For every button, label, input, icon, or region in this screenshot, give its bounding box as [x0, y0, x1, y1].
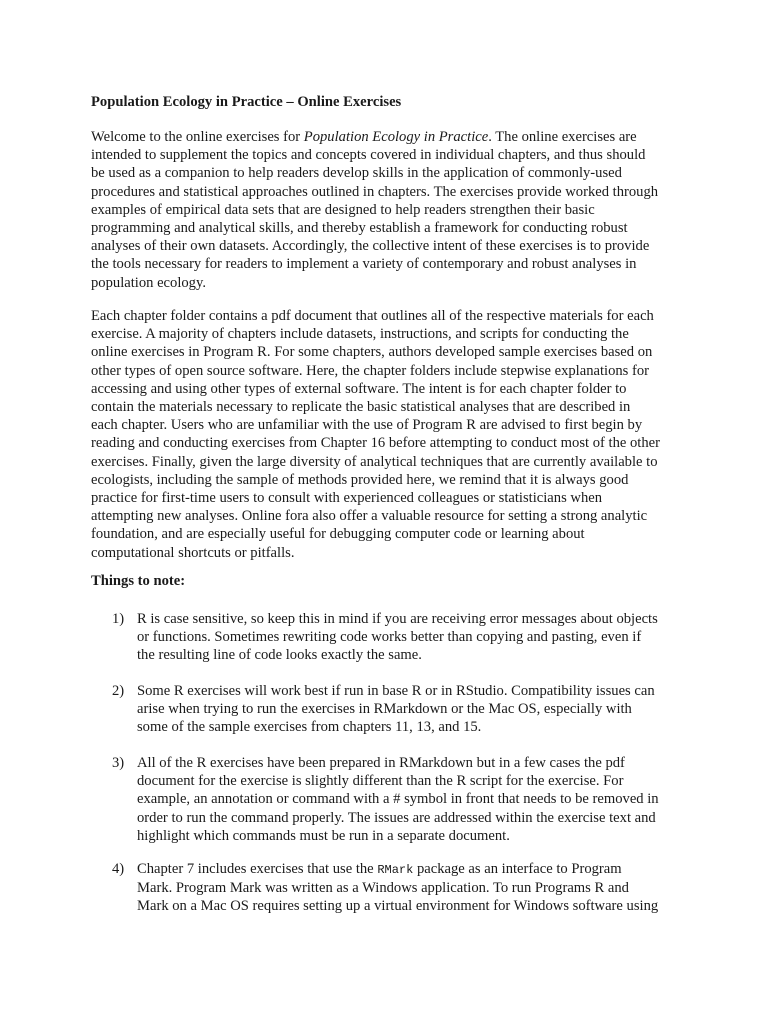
- text-line: the tools necessary for readers to implement a variety of contemporary and robust analyses in: [91, 256, 637, 273]
- text-line: Mark on a Mac OS requires setting up a virtual environment for Windows software using: [137, 898, 659, 915]
- list-item-text: [137, 754, 697, 845]
- text-line: other types of open source software. Here, the chapter folders include stepwise explanations for: [91, 362, 650, 379]
- text-run: . The online exercises are: [488, 129, 637, 145]
- text-line: be used as a companion to help readers develop skills in the application of commonly-used: [91, 165, 622, 182]
- text-line: order to run the command properly. The issues are addressed within the exercise text and: [137, 809, 656, 826]
- chapter-folder-paragraph: [91, 307, 691, 562]
- text-run: package as an interface to Program: [413, 861, 622, 877]
- list-number: 3): [112, 755, 125, 771]
- text-run: Chapter 7 includes exercises that use the: [137, 861, 378, 877]
- text-line: exercise. A majority of chapters include datasets, instructions, and scripts for conducting the: [91, 326, 629, 343]
- text-line: contain the materials necessary to replicate the basic statistical analyses that are described in: [91, 399, 631, 416]
- text-line: R is case sensitive, so keep this in mind if you are receiving error messages about objects: [137, 611, 658, 627]
- text-line: attempting new analyses. Online fora also offer a valuable resource for setting a strong analytic: [91, 508, 648, 525]
- text-line: intended to supplement the topics and concepts covered in individual chapters, and thus should: [91, 147, 646, 164]
- text-line: document for the exercise is slightly different than the R script for the exercise. For: [137, 773, 624, 790]
- text-line: online exercises in Program R. For some chapters, authors developed sample exercises based on: [91, 344, 653, 361]
- text-line: reading and conducting exercises from Chapter 16 before attempting to conduct most of the other: [91, 435, 660, 452]
- intro-paragraph: [91, 128, 691, 292]
- text-line: programming and analytical skills, and thereby establish a framework for conducting robust: [91, 220, 628, 237]
- text-line: practice for first-time users to consult with experienced colleagues or statisticians when: [91, 490, 603, 507]
- list-item-text: [137, 860, 697, 916]
- text-line: [137, 860, 697, 879]
- text-line: the resulting line of code looks exactly the same.: [137, 647, 422, 664]
- text-line: highlight which commands must be run in a separate document.: [137, 827, 510, 844]
- text-line: accessing and using other types of external software. The intent is for each chapter folder to: [91, 380, 627, 397]
- text-line: All of the R exercises have been prepared in RMarkdown but in a few cases the pdf: [137, 755, 625, 771]
- text-line: population ecology.: [91, 274, 206, 291]
- text-run: Welcome to the online exercises for: [91, 129, 304, 145]
- text-line: examples of empirical data sets that are designed to help readers strengthen their basic: [91, 201, 595, 218]
- notes-heading: Things to note:: [91, 573, 186, 589]
- text-line: foundation, and are especially useful for debugging computer code or learning about: [91, 526, 585, 543]
- text-line: [91, 128, 691, 146]
- text-line: analyses of their own datasets. Accordingly, the collective intent of these exercises is to provide: [91, 238, 650, 255]
- text-line: Each chapter folder contains a pdf document that outlines all of the respective materials for each: [91, 308, 654, 324]
- text-line: example, an annotation or command with a # symbol in front that needs to be removed in: [137, 791, 659, 808]
- text-line: ecologists, including the sample of methods provided here, we remind that it is always good: [91, 471, 629, 488]
- text-line: each chapter. Users who are unfamiliar with the use of Program R are advised to first begin by: [91, 417, 643, 434]
- text-line: exercises. Finally, given the large diversity of analytical techniques that are currently available to: [91, 453, 658, 470]
- list-item-text: [137, 610, 697, 665]
- text-line: Some R exercises will work best if run in base R or in RStudio. Compatibility issues can: [137, 683, 655, 699]
- list-number: 2): [112, 683, 125, 699]
- text-line: procedures and statistical approaches outlined in chapters. The exercises provide worked through: [91, 183, 659, 200]
- book-title-italic: Population Ecology in Practice: [303, 129, 489, 145]
- text-line: Mark. Program Mark was written as a Windows application. To run Programs R and: [137, 880, 629, 897]
- list-number: 1): [112, 611, 125, 627]
- text-line: some of the sample exercises from chapters 11, 13, and 15.: [137, 719, 482, 736]
- text-line: or functions. Sometimes rewriting code works better than copying and pasting, even if: [137, 629, 642, 646]
- list-item-text: [137, 682, 697, 737]
- text-line: arise when trying to run the exercises in RMarkdown or the Mac OS, especially with: [137, 701, 632, 718]
- text-line: computational shortcuts or pitfalls.: [91, 544, 295, 561]
- list-number: 4): [112, 861, 125, 877]
- page-title: Population Ecology in Practice – Online Exercises: [91, 94, 402, 110]
- rmark-code: RMark: [377, 863, 414, 877]
